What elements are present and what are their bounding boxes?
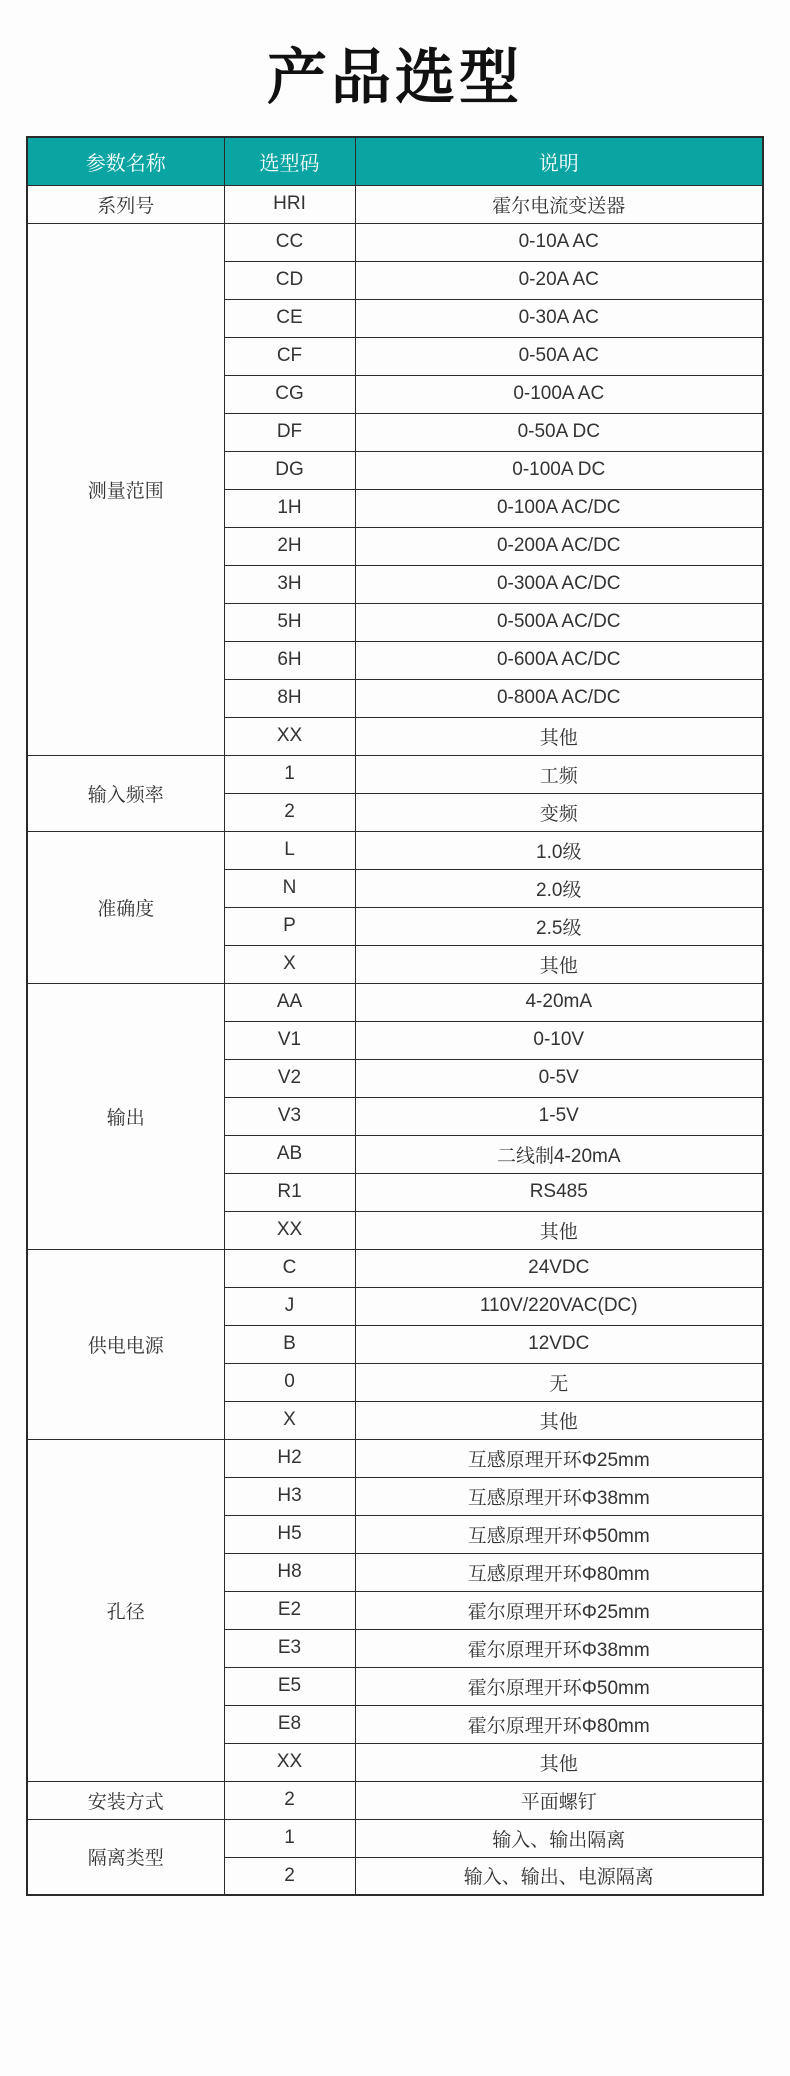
description-cell: 2.5级 [355,907,763,945]
description-cell: 其他 [355,1211,763,1249]
description-cell: 互感原理开环Φ50mm [355,1515,763,1553]
param-name-cell: 隔离类型 [27,1819,224,1895]
selection-code-cell: V1 [224,1021,355,1059]
param-name-cell: 孔径 [27,1439,224,1781]
selection-code-cell: CE [224,299,355,337]
description-cell: 霍尔原理开环Φ80mm [355,1705,763,1743]
selection-code-cell: J [224,1287,355,1325]
selection-code-cell: 1H [224,489,355,527]
description-cell: 1.0级 [355,831,763,869]
param-name-cell: 准确度 [27,831,224,983]
table-row [27,1781,763,1819]
selection-code-cell: H2 [224,1439,355,1477]
product-selection-table [26,136,764,1896]
description-cell: 4-20mA [355,983,763,1021]
description-cell: 霍尔原理开环Φ25mm [355,1591,763,1629]
selection-code-cell: E5 [224,1667,355,1705]
selection-code-cell: 2H [224,527,355,565]
selection-code-cell: L [224,831,355,869]
description-cell: 0-100A DC [355,451,763,489]
description-cell: 互感原理开环Φ25mm [355,1439,763,1477]
selection-code-cell: N [224,869,355,907]
selection-code-cell: 2 [224,1857,355,1895]
description-cell: 24VDC [355,1249,763,1287]
description-cell: 0-300A AC/DC [355,565,763,603]
table-row [27,1819,763,1857]
description-cell: 输入、输出隔离 [355,1819,763,1857]
header-row [27,137,763,185]
header-description: 说明 [355,137,763,185]
selection-code-cell: 6H [224,641,355,679]
selection-code-cell: HRI [224,185,355,223]
description-cell: 0-10A AC [355,223,763,261]
selection-code-cell: C [224,1249,355,1287]
table-row [27,831,763,869]
param-name-cell: 安装方式 [27,1781,224,1819]
description-cell: 0-10V [355,1021,763,1059]
description-cell: 0-600A AC/DC [355,641,763,679]
selection-code-cell: XX [224,1743,355,1781]
selection-code-cell: 8H [224,679,355,717]
description-cell: 0-30A AC [355,299,763,337]
selection-code-cell: R1 [224,1173,355,1211]
description-cell: 0-50A AC [355,337,763,375]
description-cell: 0-50A DC [355,413,763,451]
table-row [27,983,763,1021]
selection-code-cell: H3 [224,1477,355,1515]
table-body [27,185,763,1895]
selection-code-cell: CC [224,223,355,261]
header-selection-code: 选型码 [224,137,355,185]
selection-code-cell: 3H [224,565,355,603]
table-row [27,185,763,223]
param-name-cell: 输出 [27,983,224,1249]
selection-code-cell: 5H [224,603,355,641]
description-cell: 1-5V [355,1097,763,1135]
selection-code-cell: H8 [224,1553,355,1591]
description-cell: 0-20A AC [355,261,763,299]
selection-code-cell: CD [224,261,355,299]
param-name-cell: 供电电源 [27,1249,224,1439]
description-cell: 其他 [355,945,763,983]
description-cell: 0-100A AC/DC [355,489,763,527]
description-cell: 其他 [355,1401,763,1439]
table-header [27,137,763,185]
header-param-name: 参数名称 [27,137,224,185]
table-row [27,223,763,261]
description-cell: 变频 [355,793,763,831]
description-cell: RS485 [355,1173,763,1211]
selection-code-cell: P [224,907,355,945]
selection-code-cell: DF [224,413,355,451]
selection-code-cell: CG [224,375,355,413]
selection-code-cell: CF [224,337,355,375]
description-cell: 0-500A AC/DC [355,603,763,641]
description-cell: 输入、输出、电源隔离 [355,1857,763,1895]
selection-code-cell: AB [224,1135,355,1173]
selection-code-cell: 1 [224,755,355,793]
description-cell: 2.0级 [355,869,763,907]
selection-code-cell: E2 [224,1591,355,1629]
description-cell: 互感原理开环Φ80mm [355,1553,763,1591]
selection-code-cell: V2 [224,1059,355,1097]
selection-code-cell: X [224,945,355,983]
table-row [27,1439,763,1477]
description-cell: 其他 [355,1743,763,1781]
description-cell: 霍尔原理开环Φ50mm [355,1667,763,1705]
page-title: 产品选型 [267,44,523,111]
selection-code-cell: XX [224,1211,355,1249]
table-row [27,755,763,793]
selection-code-cell: DG [224,451,355,489]
description-cell: 二线制4-20mA [355,1135,763,1173]
description-cell: 霍尔电流变送器 [355,185,763,223]
description-cell: 工频 [355,755,763,793]
selection-code-cell: 2 [224,1781,355,1819]
table-row [27,1249,763,1287]
description-cell: 其他 [355,717,763,755]
param-name-cell: 测量范围 [27,223,224,755]
selection-code-cell: V3 [224,1097,355,1135]
selection-code-cell: XX [224,717,355,755]
description-cell: 平面螺钉 [355,1781,763,1819]
selection-code-cell: B [224,1325,355,1363]
selection-code-cell: AA [224,983,355,1021]
description-cell: 12VDC [355,1325,763,1363]
description-cell: 110V/220VAC(DC) [355,1287,763,1325]
description-cell: 无 [355,1363,763,1401]
description-cell: 0-800A AC/DC [355,679,763,717]
description-cell: 0-100A AC [355,375,763,413]
selection-code-cell: H5 [224,1515,355,1553]
description-cell: 0-200A AC/DC [355,527,763,565]
selection-code-cell: E8 [224,1705,355,1743]
param-name-cell: 输入频率 [27,755,224,831]
description-cell: 0-5V [355,1059,763,1097]
selection-code-cell: X [224,1401,355,1439]
description-cell: 互感原理开环Φ38mm [355,1477,763,1515]
selection-code-cell: 0 [224,1363,355,1401]
description-cell: 霍尔原理开环Φ38mm [355,1629,763,1667]
selection-code-cell: 1 [224,1819,355,1857]
param-name-cell: 系列号 [27,185,224,223]
selection-code-cell: 2 [224,793,355,831]
selection-code-cell: E3 [224,1629,355,1667]
